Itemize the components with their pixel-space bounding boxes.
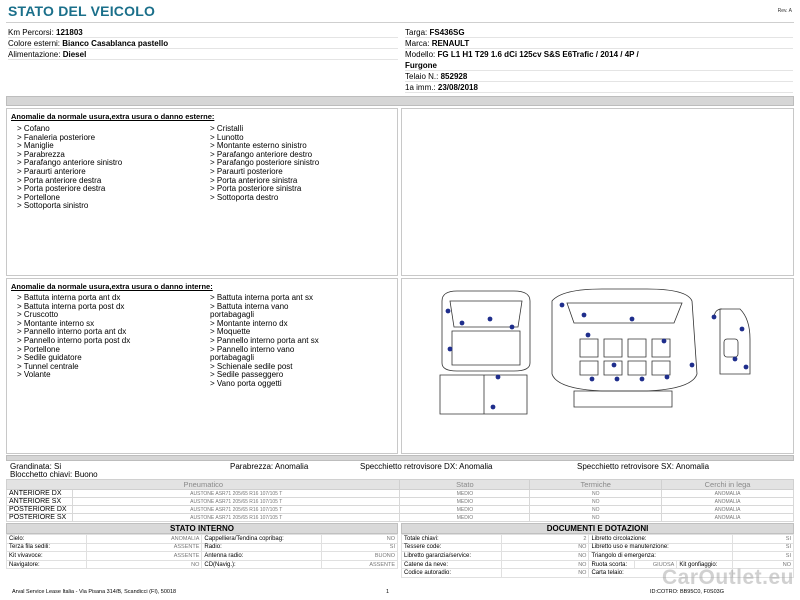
list-item: > Portellone [17,192,60,202]
table-row: Cielo: ANOMALIA Cappelliera/Tendina copribag: NO [7,535,398,544]
title-divider [6,22,794,23]
internal-damage-heading: Anomalie da normale usura,extra usura o danno interne: [11,282,213,291]
external-damage-list-1 [17,125,122,211]
col-pneumatico: Pneumatico [7,480,400,490]
table-row: POSTERIORE DX AUSTONE ASR71 205/65 R16 107/105 T MEDIO NO ANOMALIA [7,506,794,514]
damage-marker [582,313,587,318]
col-stato: Stato [400,480,530,490]
specchietto-sx-text: Specchietto retrovisore SX: Anomalia [577,462,710,471]
list-item: > Montante interno dx [210,318,288,328]
list-item: > Pannello interno porta ant dx [17,327,127,337]
stato-interno-heading: STATO INTERNO [6,523,398,534]
list-item: > Fanaleria posteriore [17,132,96,142]
targa-value: FS436SG [429,28,465,37]
km-row: Km Percorsi: 121803 [8,27,398,38]
list-item: > Portellone [17,344,60,354]
list-item: > Battuta interna porta ant dx [17,293,121,302]
telaio-value: 852928 [440,72,468,81]
watermark-logo: CarOutlet.eu [661,566,794,589]
damage-marker [491,405,496,410]
modello-row-2: Furgone [405,60,793,71]
footer-doc-id: ID:COTRO: BB95C0, F0S03G [650,589,724,595]
external-damage-list-2 [210,125,319,202]
damage-marker [712,315,717,320]
immatricolazione-row: 1a imm.: 23/08/2018 [405,82,793,93]
list-item: > Porta posteriore destra [17,184,106,194]
vehicle-info-right [405,27,793,93]
list-item: portabagagli [210,353,255,363]
list-item: > Cristalli [210,124,244,133]
col-termiche: Termiche [530,480,662,490]
list-item: > Volante [17,370,51,380]
table-row: Tessere code: NO Libretto uso e manutenzione: SI [402,543,794,552]
page-title: STATO DEL VEICOLO [8,3,156,19]
damage-markers [446,303,749,410]
list-item: > Paraurti posteriore [210,166,283,176]
list-item: > Parafango posteriore sinistro [210,158,320,168]
damage-marker [733,357,738,362]
damage-marker [460,321,465,326]
damage-marker [586,333,591,338]
internal-diagram-panel [401,278,794,454]
grandinata-text: Grandinata: Si [10,462,62,471]
marca-row: Marca: RENAULT [405,38,793,49]
external-diagram-panel [401,108,794,276]
list-item: > Pannello interno porta ant sx [210,335,319,345]
damage-marker [630,317,635,322]
damage-marker [590,377,595,382]
vehicle-damage-diagram [402,279,795,455]
damage-marker [488,317,493,322]
damage-marker [690,363,695,368]
damage-marker [665,375,670,380]
section-band-2 [6,455,794,461]
list-item: > Lunotto [210,132,244,142]
section-band [6,96,794,106]
tyres-header-row [7,480,794,490]
marca-value: RENAULT [431,39,470,48]
list-item: > Pannello interno vano [210,344,295,354]
damage-marker [560,303,565,308]
seat-row-1 [580,339,670,357]
damage-marker [446,309,451,314]
van-side-view [720,309,750,374]
alimentazione-value: Diesel [62,50,87,59]
table-row: POSTERIORE SX AUSTONE ASR71 205/65 R16 107/105 T MEDIO NO ANOMALIA [7,514,794,522]
list-item: > Sedile passeggero [210,370,284,380]
damage-marker [640,377,645,382]
list-item: > Porta anteriore sinistra [210,175,298,185]
damage-marker [615,377,620,382]
list-item: > Montante esterno sinistro [210,141,307,151]
van-interior-lower [574,391,672,407]
table-row: Libretto garanzia/service: NO Triangolo di emergenza: SI [402,552,794,561]
telaio-row: Telaio N.: 852928 [405,71,793,82]
van-interior-outline [552,289,697,391]
table-row: ANTERIORE SX AUSTONE ASR71 205/65 R16 107/105 T MEDIO NO ANOMALIA [7,498,794,506]
list-item: > Paraurti anteriore [17,166,86,176]
external-damage-heading: Anomalie da normale usura,extra usura o danno esterne: [11,112,215,121]
table-row: Kit vivavoce: ASSENTE Antenna radio: BUONO [7,552,398,561]
targa-row: Targa: FS436SG [405,27,793,38]
vehicle-info-left [8,27,398,60]
list-item: > Parafango anteriore destro [210,149,313,159]
list-item: > Schienale sedile post [210,361,293,371]
list-item: > Porta anteriore destra [17,175,102,185]
list-item: > Battuta interna porta ant sx [210,293,313,302]
col-cerchi: Cerchi in lega [662,480,794,490]
table-row: Codice autoradio: NO Carta telaio: [402,569,794,578]
van-cargo [452,331,520,365]
list-item: > Tunnel centrale [17,361,79,371]
immatricolazione-value: 23/08/2018 [437,83,478,92]
colore-value: Bianco Casablanca pastello [62,39,169,48]
list-item: > Sottoporta destro [210,192,279,202]
internal-damage-list-1 [17,294,130,380]
table-row: ANTERIORE DX AUSTONE ASR71 205/65 R16 107/105 T MEDIO NO ANOMALIA [7,490,794,498]
footer-company: Arval Service Lease Italia - Via Pisana 314/B, Scandicci (FI), 50018 [12,589,177,595]
external-damage-panel [6,108,398,276]
documenti-heading: DOCUMENTI E DOTAZIONI [401,523,794,534]
van-rear-view [440,375,527,414]
seat-row-2 [580,361,670,375]
internal-damage-list-2 [210,294,319,389]
tyres-table [6,479,794,522]
specchietto-dx-text: Specchietto retrovisore DX: Anomalia [360,462,493,471]
list-item: > Sedile guidatore [17,353,82,363]
revision-label: Rev. A [777,8,792,14]
list-item: > Pannello interno porta post dx [17,335,131,345]
list-item: > Battuta interna porta post dx [17,301,125,311]
list-item: > Vano porta oggetti [210,378,282,388]
table-row: Totale chiavi: 2 Libretto circolazione: SI [402,535,794,544]
damage-marker [740,327,745,332]
stato-interno-table [6,534,398,569]
list-item: > Moquette [210,327,251,337]
list-item: portabagagli [210,310,255,320]
list-item: > Maniglie [17,141,54,151]
list-item: > Parafango anteriore sinistro [17,158,123,168]
list-item: > Parabrezza [17,149,65,159]
list-item: > Sottoporta sinistro [17,201,89,211]
modello-value: FG L1 H1 T29 1.6 dCi 125cv S&S E6Trafic / 2014 / 4P / [437,50,639,59]
stato-interno-section [6,523,398,569]
table-row: Terza fila sedili: ASSENTE Radio: SI [7,543,398,552]
list-item: > Cofano [17,124,50,133]
damage-marker [662,339,667,344]
damage-marker [496,375,501,380]
internal-damage-panel [6,278,398,454]
table-row: Navigatore: NO CD(Navig.): ASSENTE [7,560,398,569]
km-value: 121803 [56,28,83,37]
colore-row: Colore esterni: Bianco Casablanca pastello [8,38,398,49]
damage-marker [448,347,453,352]
list-item: > Battuta interna vano [210,301,289,311]
alimentazione-row: Alimentazione: Diesel [8,49,398,60]
parabrezza-text: Parabrezza: Anomalia [230,462,309,471]
damage-marker [744,365,749,370]
list-item: > Montante interno sx [17,318,95,328]
damage-marker [510,325,515,330]
blocchetto-text: Blocchetto chiavi: Buono [10,470,98,479]
table-row: Catene da neve: NO Ruota scorta: GIUOSA Kit gonfiaggio: NO [402,560,794,569]
footer-page-number: 1 [386,589,390,595]
list-item: > Cruscotto [17,310,59,320]
list-item: > Porta posteriore sinistra [210,184,302,194]
damage-marker [612,363,617,368]
modello-row: Modello: FG L1 H1 T29 1.6 dCi 125cv S&S E6Trafic / 2014 / 4P / [405,50,639,59]
